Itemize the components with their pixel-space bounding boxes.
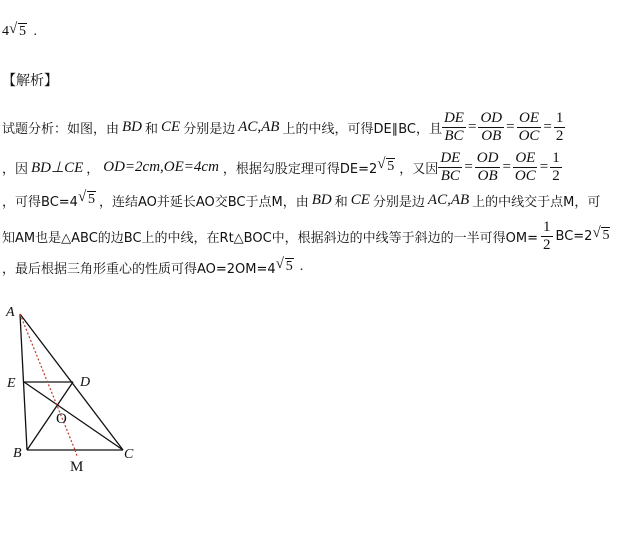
sqrt-5: √ 5 (78, 192, 96, 208)
fraction-one-half: $\frac{1}{2}$ (555, 109, 564, 144)
analysis-line-5: ，最后根据三角形重心的性质可得AO=2OM=4 √ 5 . (2, 256, 303, 278)
top-answer (2, 24, 37, 40)
fraction-OE-OC: $\frac{OE}{OC}$ (518, 109, 540, 144)
fraction-OD-OB: $\frac{OD}{OB}$ (480, 109, 503, 144)
analysis-line-4: 知AM也是△ABC的边BC上的中线，在Rt△BOC中，根据斜边的中线等于斜边的一半可得OM= $\frac{1}{2}$ BC=2 √ 5 (2, 216, 610, 256)
fraction-OD-OB-2: $\frac{OD}{OB}$ (476, 149, 499, 184)
label-A: A (6, 305, 15, 320)
answer-sqrt: √ 5 (9, 24, 27, 40)
label-E: E (7, 376, 16, 391)
answer-coefficient: 4 (2, 24, 9, 39)
label-D: D (80, 375, 91, 390)
analysis-line-2: ，因 BD⊥CE ， OD=2cm,OE=4cm ，根据勾股定理可得DE=2 √ 5 ，又因 $\frac{DE}{BC}$ = $\frac{OD}{OB}$ = $\frac{OE}{OC}$ = $\frac{1}{2}$ (2, 148, 562, 186)
label-B: B (13, 446, 22, 461)
fraction-one-half-2: $\frac{1}{2}$ (552, 149, 560, 184)
answer-period: . (33, 24, 37, 39)
sqrt-5: √ 5 (592, 228, 610, 244)
label-C: C (124, 447, 134, 462)
analysis-line-3: ，可得BC=4 √ 5 ，连结AO并延长AO交BC于点M，由 BD 和 CE 分别是边 AC,AB 上的中线交于点M，可 (2, 189, 600, 211)
median-AM-extension (75, 450, 77, 456)
analysis-heading: 【解析】 (2, 73, 58, 89)
fraction-DE-BC-2: $\frac{DE}{BC}$ (440, 149, 461, 184)
fraction-one-half-3: $\frac{1}{2}$ (543, 218, 551, 253)
label-O: O (56, 411, 67, 427)
sqrt-5: √ 5 (276, 259, 294, 275)
median-CE (24, 382, 123, 450)
triangle-figure (0, 298, 160, 478)
sqrt-5: √ 5 (377, 159, 395, 175)
analysis-line-1: 试题分析：如图，由 BD 和 CE 分别是边 AC,AB 上的中线，可得DE∥BC，且 $\frac{DE}{BC}$ = $\frac{OD}{OB}$ = $\frac{OE}{OC}$ = $\frac{1}{2}$ (2, 109, 564, 144)
fraction-OE-OC-2: $\frac{OE}{OC}$ (514, 149, 536, 184)
label-M: M (70, 459, 84, 475)
fraction-DE-BC: $\frac{DE}{BC}$ (443, 109, 464, 144)
